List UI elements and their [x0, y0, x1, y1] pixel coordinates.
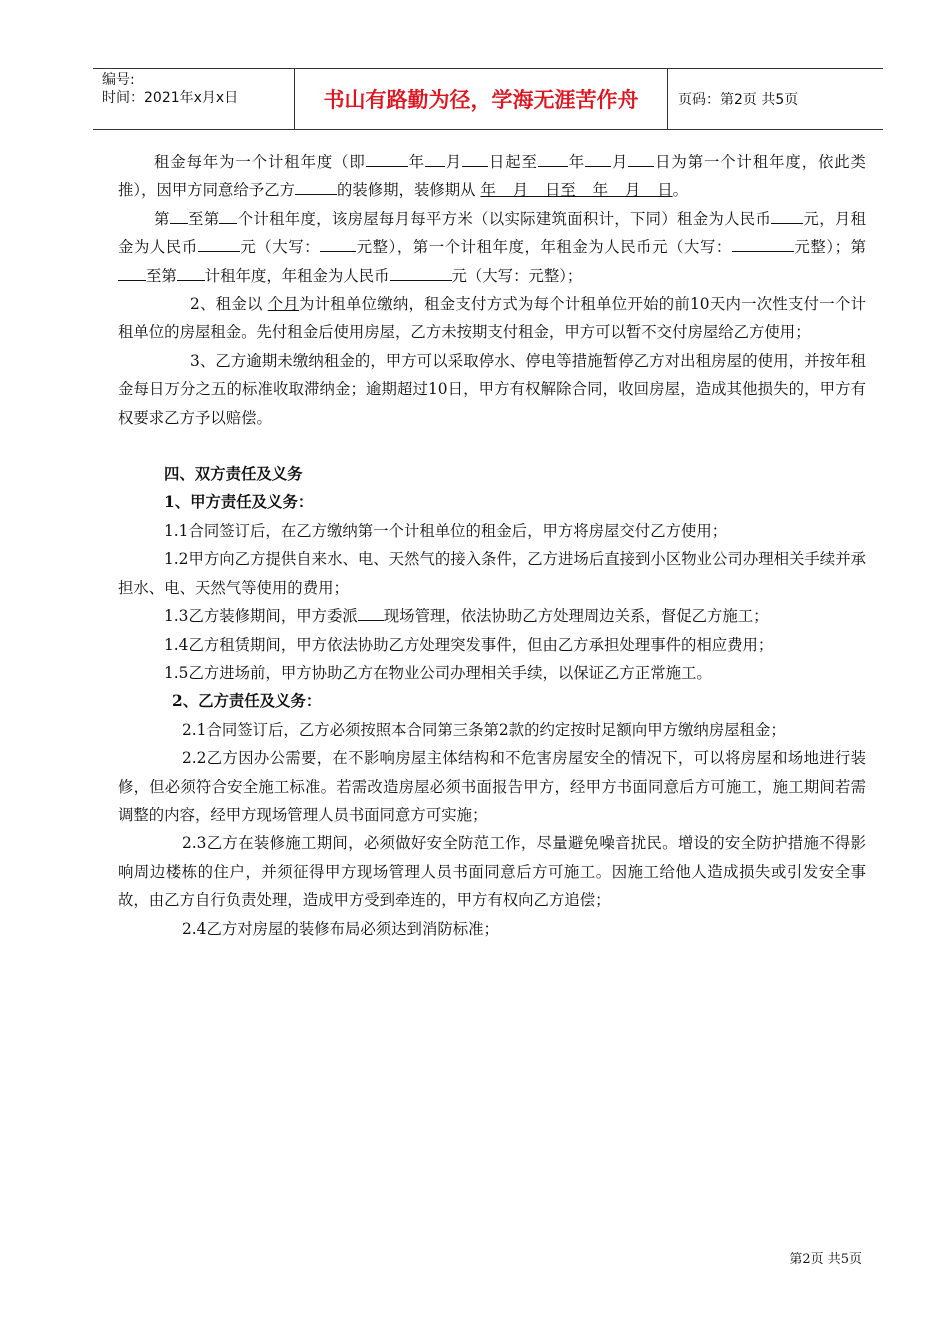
- subsection-title: 1、甲方责任及义务：: [164, 493, 314, 512]
- blank: [177, 263, 205, 281]
- blank: [390, 263, 452, 281]
- rent-paragraph-2: 第 至第 个计租年度，该房屋每月每平方米（以实际建筑面积计，下同）租金为人民币 元，月租金为人民币 元（大写： 元整），第一个计租年度，年租金为人民币元（大写： 元整）；第至第 计租年度，年租金为人民币 元（大写：元整）；: [118, 205, 866, 290]
- blank: [732, 234, 794, 252]
- header-page-number: 页码：第2页 共5页: [678, 92, 799, 108]
- blank: [538, 149, 568, 167]
- blank: [462, 149, 488, 167]
- blank: [358, 603, 384, 621]
- clause-1-2: 1.2甲方向乙方提供自来水、电、天然气的接入条件，乙方进场后直接到小区物业公司办理相关手续并承担水、电、天然气等使用的费用；: [118, 550, 866, 597]
- rent-paragraph-3: 2、租金以 个月为计租单位缴纳，租金支付方式为每个计租单位开始的前10天内一次性支付一个计租单位的房屋租金。先付租金后使用房屋，乙方未按期支付租金，甲方可以暂不交付房屋给乙方使用；: [118, 295, 866, 342]
- rent-paragraph-1: 租金每年为一个计租年度（即 年 月 日起至 年 月 日为第一个计租年度，依此类推），因甲方同意给予乙方 的装修期，装修期从 年 月 日至 年 月 日。: [118, 148, 866, 205]
- document-body: [118, 148, 866, 943]
- section-title: 四、双方责任及义务: [164, 465, 303, 484]
- blank: [628, 149, 654, 167]
- blank: [118, 263, 146, 281]
- blank: [170, 206, 188, 224]
- blank: [585, 149, 611, 167]
- clause-2-3: 2.3乙方在装修施工期间，必须做好安全防范工作，尽量避免噪音扰民。增设的安全防护措施不得影响周边楼栋的住户，并须征得甲方现场管理人员书面同意后方可施工。因施工给他人造成损失或引发安全事故，由乙方自行负责处理，造成甲方受到牵连的，甲方有权向乙方追偿；: [118, 834, 866, 910]
- blank: [295, 177, 337, 195]
- clause-2-2: 2.2乙方因办公需要，在不影响房屋主体结构和不危害房屋安全的情况下，可以将房屋和场地进行装修，但必须符合安全施工标准。若需改造房屋必须书面报告甲方，经甲方书面同意后方可施工，施工期间若需调整的内容，经甲方现场管理人员书面同意方可实施；: [118, 749, 866, 824]
- blank: [320, 234, 356, 252]
- clause-1-3: 1.3乙方装修期间，甲方委派 现场管理，依法协助乙方处理周边关系，督促乙方施工；: [118, 602, 866, 630]
- rent-paragraph-4: 3、乙方逾期未缴纳租金的，甲方可以采取停水、停电等措施暂停乙方对出租房屋的使用，并按年租金每日万分之五的标准收取滞纳金；逾期超过10日，甲方有权解除合同，收回房屋，造成其他损失的，甲方有权要求乙方予以赔偿。: [118, 351, 866, 427]
- clause-1-4: 1.4乙方租赁期间，甲方依法协助乙方处理突发事件，但由乙方承担处理事件的相应费用；: [164, 635, 774, 654]
- blank: [425, 149, 445, 167]
- clause-2-4: 2.4乙方对房屋的装修布局必须达到消防标准；: [182, 919, 499, 938]
- blank: [366, 149, 408, 167]
- page-header: [93, 68, 883, 130]
- clause-2-1: 2.1合同签订后，乙方必须按照本合同第三条第2款的约定按时足额向甲方缴纳房屋租金；: [182, 720, 786, 739]
- clause-1-5: 1.5乙方进场前，甲方协助乙方在物业公司办理相关手续，以保证乙方正常施工。: [164, 663, 712, 682]
- number-label: 编号:: [102, 72, 135, 88]
- blank: [219, 206, 237, 224]
- header-motto: 书山有路勤为径，学海无涯苦作舟: [295, 69, 668, 129]
- header-meta: [93, 69, 295, 129]
- time-label: 时间：2021年x月x日: [102, 90, 239, 106]
- subsection-title: 2、乙方责任及义务：: [172, 692, 322, 711]
- blank: [198, 234, 240, 252]
- spacer: [118, 432, 866, 460]
- clause-1-1: 1.1合同签订后，在乙方缴纳第一个计租单位的租金后，甲方将房屋交付乙方使用；: [164, 521, 728, 540]
- footer-page-number: 第2页 共5页: [789, 1252, 862, 1267]
- decoration-period: 年 月 日至 年 月 日: [480, 181, 673, 200]
- blank: [771, 206, 803, 224]
